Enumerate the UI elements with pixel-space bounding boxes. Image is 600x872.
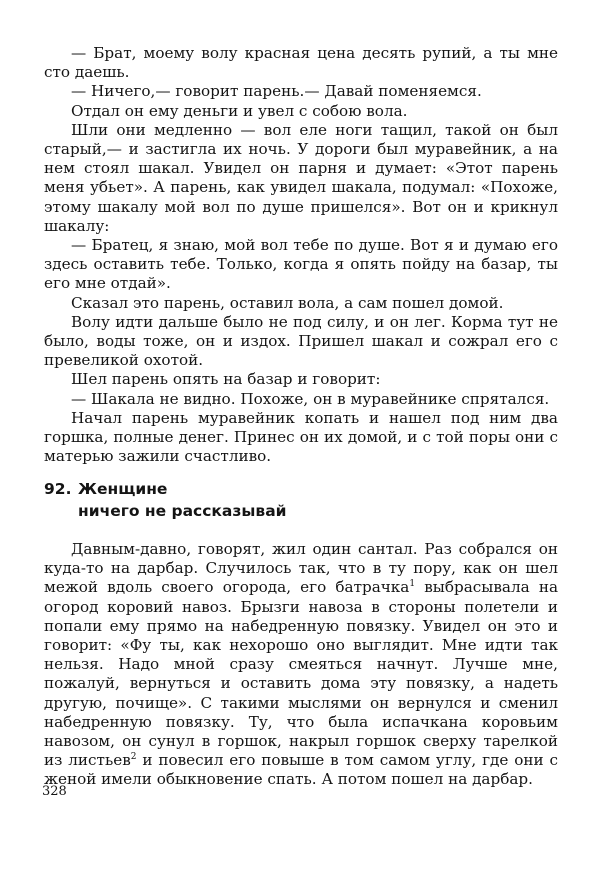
footnote-marker: 2	[130, 752, 137, 763]
paragraph: Шел парень опять на базар и говорит:	[71, 370, 381, 389]
paragraph: — Ничего,— говорит парень.— Давай поменяемся.	[71, 82, 482, 101]
paragraph: Начал парень муравейник копать и нашел под ним два горшка, полные денег. Принес он их домой, и с той поры они с матерью зажили счастливо.	[44, 408, 558, 466]
chapter-heading	[44, 478, 564, 522]
paragraph: Сказал это парень, оставил вола, а сам пошел домой.	[71, 293, 504, 312]
paragraph: Шли они медленно — вол еле ноги тащил, такой он был старый,— и застигла их ночь. У дороги был муравейник, а на нем стоял шакал. Увидел он парня и думает: «Этот парень меня убьет». А парень, как увидел шакала, подумал: «Похоже, этому шакалу мой вол по душе пришелся». Вот он и крикнул шакалу:	[44, 120, 558, 235]
paragraph: — Брат, моему волу красная цена десять рупий, а ты мне сто даешь.	[44, 44, 558, 82]
story-beginning-text	[44, 540, 558, 790]
paragraph	[44, 540, 558, 790]
footnote-marker: 1	[409, 579, 416, 590]
paragraph: Волу идти дальше было не под силу, и он лег. Корма тут не было, воды тоже, он и издох. Пришел шакал и сожрал его с превеликой охотой.	[44, 312, 558, 370]
heading-line-1	[44, 478, 564, 500]
text-segment: выбрасывала на огород коровий навоз. Брызги навоза в стороны полетели и попали ему прямо на набедренную повязку. Увидел он это и говорит: «Фу ты, как нехорошо оно выглядит. Мне идти так нельзя. Надо мной сразу смеяться начнут. Лучше мне, пожалуй, вернуться и оставить дома эту повязку, а надеть другую, почище». С такими мыслями он вернулся и сменил набедренную повязку. Ту, что была испачкана коровьим навозом, он сунул в горшок, накрыл горшок сверху тарелкой из листьев	[44, 578, 558, 770]
heading-title-part-2: ничего не рассказывай	[78, 502, 287, 520]
heading-title-part-1: Женщине	[78, 480, 168, 498]
paragraph: Отдал он ему деньги и увел с собою вола.	[71, 101, 408, 120]
story-ending-text	[44, 44, 558, 466]
page-number: 328	[42, 784, 67, 799]
text-segment: Давным-давно, говорят, жил один сантал. Раз собрался он куда-то на дарбар. Случилось так, что в ту пору, как он шел межой вдоль своего огорода, его батрачка	[44, 540, 558, 597]
text-segment: и повесил его повыше в том самом углу, где они с женой имели обыкновение спать. А потом пошел на дарбар.	[44, 751, 558, 789]
paragraph: — Шакала не видно. Похоже, он в муравейнике спрятался.	[71, 389, 550, 408]
paragraph: — Братец, я знаю, мой вол тебе по душе. Вот я и думаю его здесь оставить тебе. Только, когда я опять пойду на базар, ты его мне отдай».	[44, 236, 558, 293]
chapter-number: 92.	[44, 480, 72, 498]
